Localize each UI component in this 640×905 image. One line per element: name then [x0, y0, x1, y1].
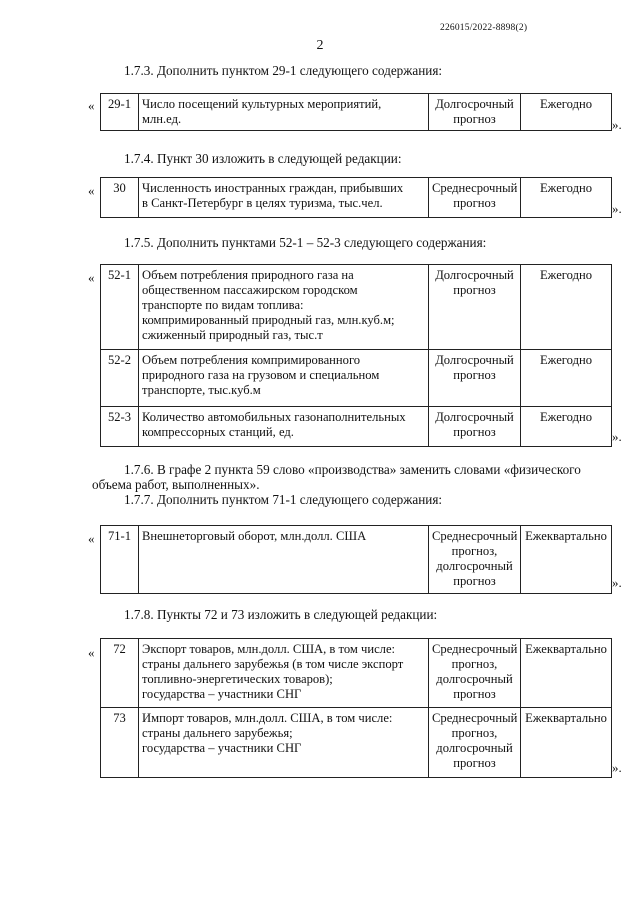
forecast-type: Среднесрочный прогноз, долгосрочный прогноз [429, 526, 521, 594]
indicator-name: Объем потребления компримированного природного газа на грузовом и специальном транспорте, тыс.куб.м [139, 350, 429, 407]
table-row [101, 708, 612, 778]
indicator-name: Импорт товаров, млн.долл. США, в том числе: страны дальнего зарубежья; государства – участники СНГ [139, 708, 429, 778]
row-number: 30 [101, 178, 139, 218]
forecast-type: Среднесрочный прогноз, долгосрочный прогноз [429, 639, 521, 708]
close-quote: ». [612, 760, 622, 775]
table-1-7-5 [100, 264, 612, 447]
table-row [101, 265, 612, 350]
table-1-7-3 [100, 93, 612, 131]
section-heading-1-7-7: 1.7.7. Дополнить пунктом 71-1 следующего содержания: [124, 492, 443, 507]
close-quote: ». [612, 429, 622, 444]
row-number: 73 [101, 708, 139, 778]
indicator-name: Внешнеторговый оборот, млн.долл. США [139, 526, 429, 594]
period: Ежеквартально [521, 708, 612, 778]
indicator-name: Объем потребления природного газа на общественном пассажирском городском транспорте по видам топлива: компримированный природный газ, млн.куб.м; сжиженный природный газ, тыс.т [139, 265, 429, 350]
table-1-7-4 [100, 177, 612, 218]
section-heading-1-7-3: 1.7.3. Дополнить пунктом 29-1 следующего содержания: [124, 63, 443, 78]
table-1-7-7 [100, 525, 612, 594]
page-number: 2 [316, 38, 324, 53]
forecast-type: Среднесрочный прогноз, долгосрочный прогноз [429, 708, 521, 778]
row-number: 52-1 [101, 265, 139, 350]
period: Ежегодно [521, 265, 612, 350]
row-number: 29-1 [101, 94, 139, 131]
table-row [101, 407, 612, 447]
section-heading-1-7-6: 1.7.6. В графе 2 пункта 59 слово «производства» заменить словами «физического [124, 462, 581, 477]
open-quote: « [88, 531, 95, 546]
forecast-type: Долгосрочный прогноз [429, 265, 521, 350]
row-number: 52-3 [101, 407, 139, 447]
row-number: 72 [101, 639, 139, 708]
section-heading-1-7-6-cont: объема работ, выполненных». [92, 477, 260, 492]
indicator-name: Число посещений культурных мероприятий, млн.ед. [139, 94, 429, 131]
section-heading-1-7-5: 1.7.5. Дополнить пунктами 52-1 – 52-3 следующего содержания: [124, 235, 487, 250]
open-quote: « [88, 183, 95, 198]
table-row [101, 350, 612, 407]
table-row [101, 178, 612, 218]
open-quote: « [88, 98, 95, 113]
indicator-name: Численность иностранных граждан, прибывших в Санкт-Петербург в целях туризма, тыс.чел. [139, 178, 429, 218]
table-row [101, 526, 612, 594]
period: Ежегодно [521, 94, 612, 131]
forecast-type: Среднесрочный прогноз [429, 178, 521, 218]
table-1-7-8 [100, 638, 612, 778]
forecast-type: Долгосрочный прогноз [429, 94, 521, 131]
document-id: 226015/2022-8898(2) [440, 23, 528, 33]
indicator-name: Количество автомобильных газонаполнительных компрессорных станций, ед. [139, 407, 429, 447]
close-quote: ». [612, 575, 622, 590]
close-quote: ». [612, 117, 622, 132]
row-number: 71-1 [101, 526, 139, 594]
period: Ежегодно [521, 350, 612, 407]
period: Ежеквартально [521, 639, 612, 708]
indicator-name: Экспорт товаров, млн.долл. США, в том числе: страны дальнего зарубежья (в том числе экспорт топливно-энергетических товаров); государства – участники СНГ [139, 639, 429, 708]
period: Ежегодно [521, 407, 612, 447]
forecast-type: Долгосрочный прогноз [429, 350, 521, 407]
open-quote: « [88, 270, 95, 285]
close-quote: ». [612, 201, 622, 216]
period: Ежеквартально [521, 526, 612, 594]
forecast-type: Долгосрочный прогноз [429, 407, 521, 447]
table-row [101, 94, 612, 131]
row-number: 52-2 [101, 350, 139, 407]
open-quote: « [88, 645, 95, 660]
section-heading-1-7-8: 1.7.8. Пункты 72 и 73 изложить в следующей редакции: [124, 607, 438, 622]
table-row [101, 639, 612, 708]
period: Ежегодно [521, 178, 612, 218]
section-heading-1-7-4: 1.7.4. Пункт 30 изложить в следующей редакции: [124, 151, 402, 166]
